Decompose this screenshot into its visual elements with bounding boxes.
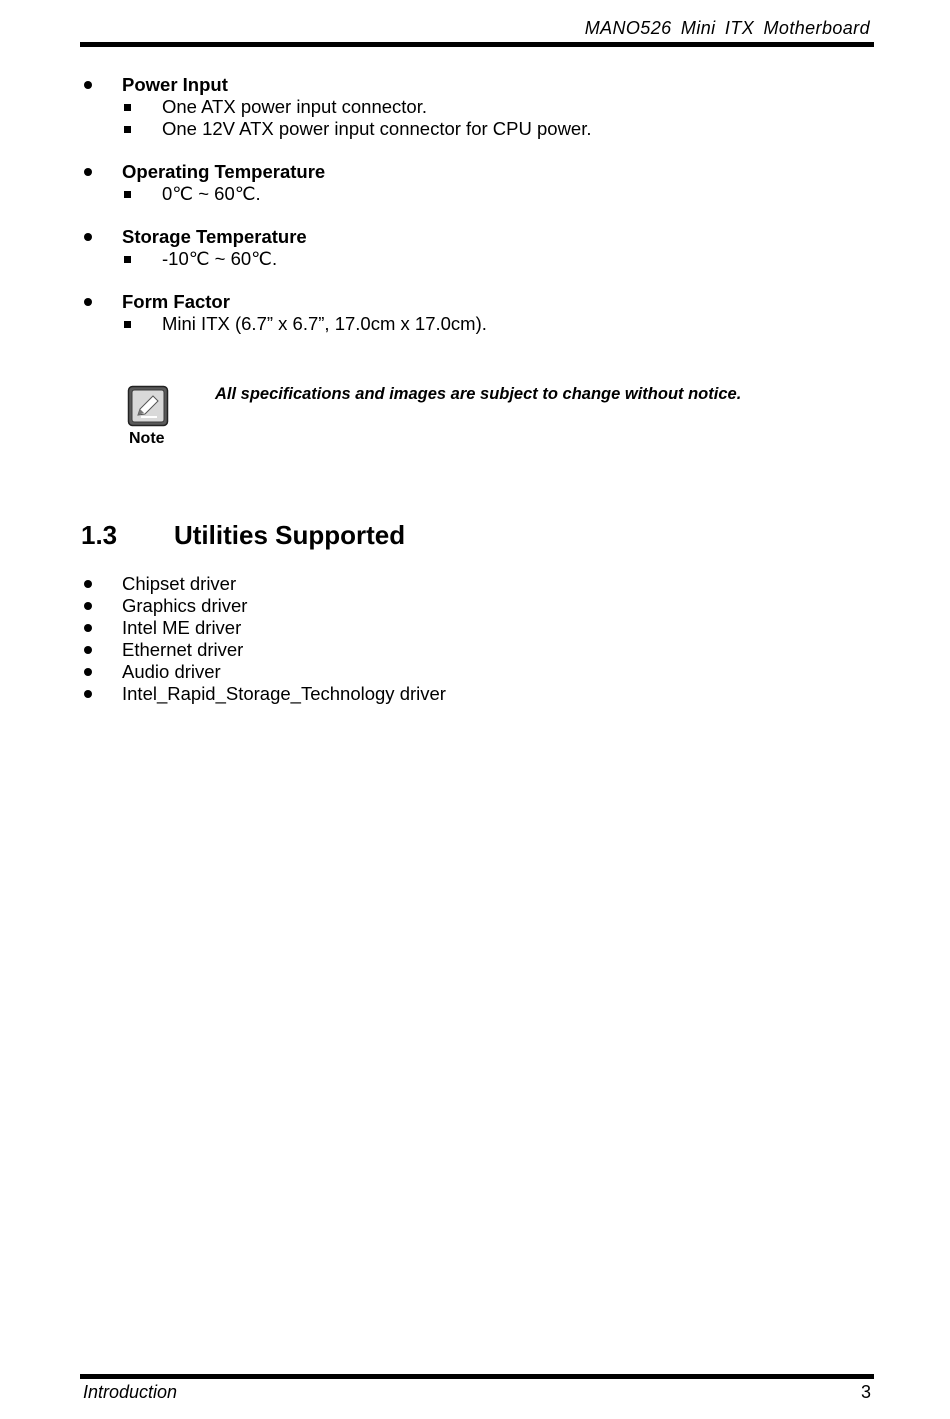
square-bullet-icon <box>124 191 131 198</box>
spec-heading: Operating Temperature <box>122 161 326 182</box>
section-number: 1.3 <box>81 520 118 550</box>
bullet-icon <box>84 168 92 176</box>
footer-chapter: Introduction <box>83 1382 178 1402</box>
spec-heading: Storage Temperature <box>122 226 307 247</box>
utility-item: Intel ME driver <box>80 617 446 639</box>
bullet-icon <box>84 668 92 676</box>
spec-item: -10℃ ~ 60℃. <box>80 248 870 270</box>
section-title: Utilities Supported <box>174 520 406 550</box>
running-header-title: MANO526 Mini ITX Motherboard <box>584 18 870 38</box>
bullet-icon <box>84 602 92 610</box>
header-rule <box>80 42 874 47</box>
spec-item: One 12V ATX power input connector for CPU power. <box>80 118 870 140</box>
page-number: 3 <box>860 1382 871 1402</box>
spec-item: Mini ITX (6.7” x 6.7”, 17.0cm x 17.0cm). <box>80 313 870 335</box>
spec-group-form-factor <box>80 291 870 335</box>
bullet-icon <box>84 298 92 306</box>
bullet-icon <box>84 624 92 632</box>
square-bullet-icon <box>124 126 131 133</box>
square-bullet-icon <box>124 256 131 263</box>
pencil-note-icon <box>127 385 169 427</box>
utility-item: Graphics driver <box>80 595 446 617</box>
spec-group-power-input <box>80 74 870 140</box>
bullet-icon <box>84 81 92 89</box>
note-text: All specifications and images are subject to change without notice. <box>215 385 742 403</box>
bullet-icon <box>84 233 92 241</box>
spec-item: 0℃ ~ 60℃. <box>80 183 870 205</box>
spec-group-storage-temperature <box>80 226 870 270</box>
utility-item: Chipset driver <box>80 573 446 595</box>
square-bullet-icon <box>124 321 131 328</box>
utilities-list <box>80 573 446 705</box>
spec-heading: Form Factor <box>122 291 230 312</box>
utility-item: Intel_Rapid_Storage_Technology driver <box>80 683 446 705</box>
specification-list <box>80 74 870 356</box>
utility-item: Ethernet driver <box>80 639 446 661</box>
note-label: Note <box>129 430 165 447</box>
spec-heading: Power Input <box>122 74 228 95</box>
spec-item: One ATX power input connector. <box>80 96 870 118</box>
square-bullet-icon <box>124 104 131 111</box>
bullet-icon <box>84 646 92 654</box>
utility-item: Audio driver <box>80 661 446 683</box>
spec-group-operating-temperature <box>80 161 870 205</box>
footer-rule <box>80 1374 874 1379</box>
bullet-icon <box>84 690 92 698</box>
bullet-icon <box>84 580 92 588</box>
